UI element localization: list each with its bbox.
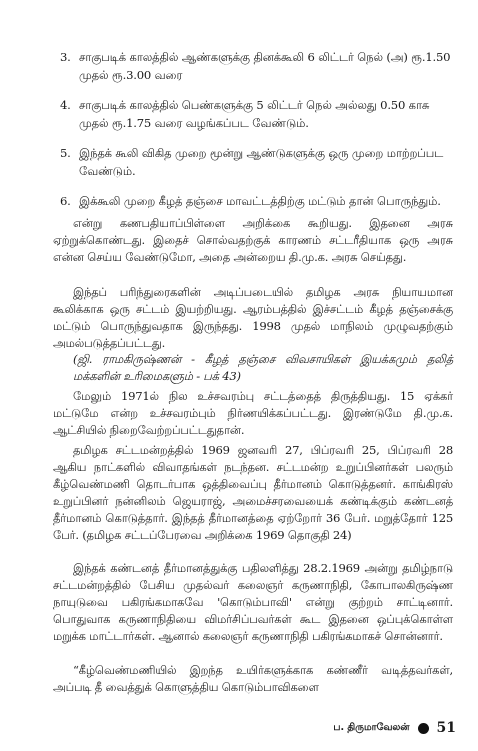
paragraph-report-accepted: என்று கணபதியாப்பிள்ளை அறிக்கை கூறியது. இதனை அரசு ஏற்றுக்கொண்டது. இதைச் சொல்வதற்குக் காரணம் சட்டரீதியாக ஒரு அரசு என்ன செய்ய வேண்டுமோ, அதை அன்றைய தி.மு.க. அரசு செய்தது. [53,215,453,264]
list-item-number: 3. [60,50,71,64]
page-number: 51 [436,720,456,736]
paragraph-assembly-debate: தமிழக சட்டமன்றத்தில் 1969 ஜனவரி 27, பிப்ரவரி 25, பிப்ரவரி 28 ஆகிய நாட்களில் விவாதங்கள் நடந்தன. சட்டமன்ற உறுப்பினர்கள் பலரும் கீழ்வெண்மணி தொடர்பாக ஒத்திவைப்பு தீர்மானம் கொடுத்தனர். காங்கிரஸ் உறுப்பினர் நன்னிலம் ஜெயராஜ், அமைச்சரவையைக் கண்டிக்கும் கண்டனத் தீர்மானம் கொடுத்தார். இந்தத் தீர்மானத்தை ஏற்றோர் 36 பேர். மறுத்தோர் 125 பேர். (தமிழக சட்டப்பேரவை அறிக்கை 1969 தொகுதி 24) [53,442,453,542]
citation: (ஜி. ராமகிருஷ்ணன் - கீழத் தஞ்சை விவசாயிகள் இயக்கமும் தலித் மக்களின் உரிமைகளும் - பக் 43) [73,351,453,383]
list-item [60,192,452,210]
paragraph-cm-reply: இந்தக் கண்டனத் தீர்மானத்துக்கு பதிலளித்து 28.2.1969 அன்று தமிழ்நாடு சட்டமன்றத்தில் பேசிய முதல்வர் கலைஞர் கருணாநிதி, கோபாலகிருஷ்ண நாயுடுவை பகிரங்கமாகவே 'கொடும்பாவி' என்று குற்றம் சாட்டினார். பொதுவாக கருணாநிதியை விமர்சிப்பவர்கள் கூட இதனை ஒப்புக்கொள்ள மறுக்க மாட்டார்கள். ஆனால் கலைஞர் கருணாநிதி பகிரங்கமாகச் சொன்னார். [53,560,453,643]
list-item-number: 4. [60,98,71,112]
numbered-list [60,48,452,222]
footer-author: ப. திருமாவேலன் [333,722,410,733]
list-item-text: இந்தக் கூலி விகித முறை மூன்று ஆண்டுகளுக்கு ஒரு முறை மாற்றப்பட வேண்டும். [79,146,444,178]
paragraph-quote: “கீழ்வெண்மணியில் இறந்த உயிர்களுக்காக கண்ணீர் வடித்தவர்கள், அப்படி தீ வைத்துக் கொளுத்திய கொடும்பாவிகளை [53,662,453,694]
list-item-text: இக்கூலி முறை கீழத் தஞ்சை மாவட்டத்திற்கு மட்டும் தான் பொருந்தும். [79,194,441,208]
paragraph-land-ceiling: மேலும் 1971ல் நில உச்சவரம்பு சட்டத்தைத் திருத்தியது. 15 ஏக்கர் மட்டுமே என்ற உச்சவரம்பும் நிர்ணயிக்கப்பட்டது. இரண்டுமே தி.மு.க. ஆட்சியில் நிறைவேற்றப்பட்டதுதான். [53,388,453,437]
list-item [60,144,452,180]
list-item-text: சாகுபடிக் காலத்தில் ஆண்களுக்கு தினக்கூலி 6 லிட்டர் நெல் (அ) ரூ.1.50 முதல் ரூ.3.00 வரை [79,50,451,82]
list-item-number: 5. [60,146,71,160]
paragraph-wage-law: இந்தப் பரிந்துரைகளின் அடிப்படையில் தமிழக அரசு நியாயமான கூலிக்காக ஒரு சட்டம் இயற்றியது. ஆரம்பத்தில் இச்சட்டம் கீழத் தஞ்சைக்கு மட்டும் பொருந்துவதாக இருந்தது. 1998 முதல் மாநிலம் முழுவதற்கும் அமல்படுத்தப்பட்டது. [53,284,453,350]
list-item [60,96,452,132]
list-item-number: 6. [60,194,71,208]
page-footer [306,719,456,737]
list-item [60,48,452,84]
bullet-dot-icon [418,723,429,734]
list-item-text: சாகுபடிக் காலத்தில் பெண்களுக்கு 5 லிட்டர் நெல் அல்லது 0.50 காசு முதல் ரூ.1.75 வரை வழங்கப்பட வேண்டும். [79,98,430,130]
